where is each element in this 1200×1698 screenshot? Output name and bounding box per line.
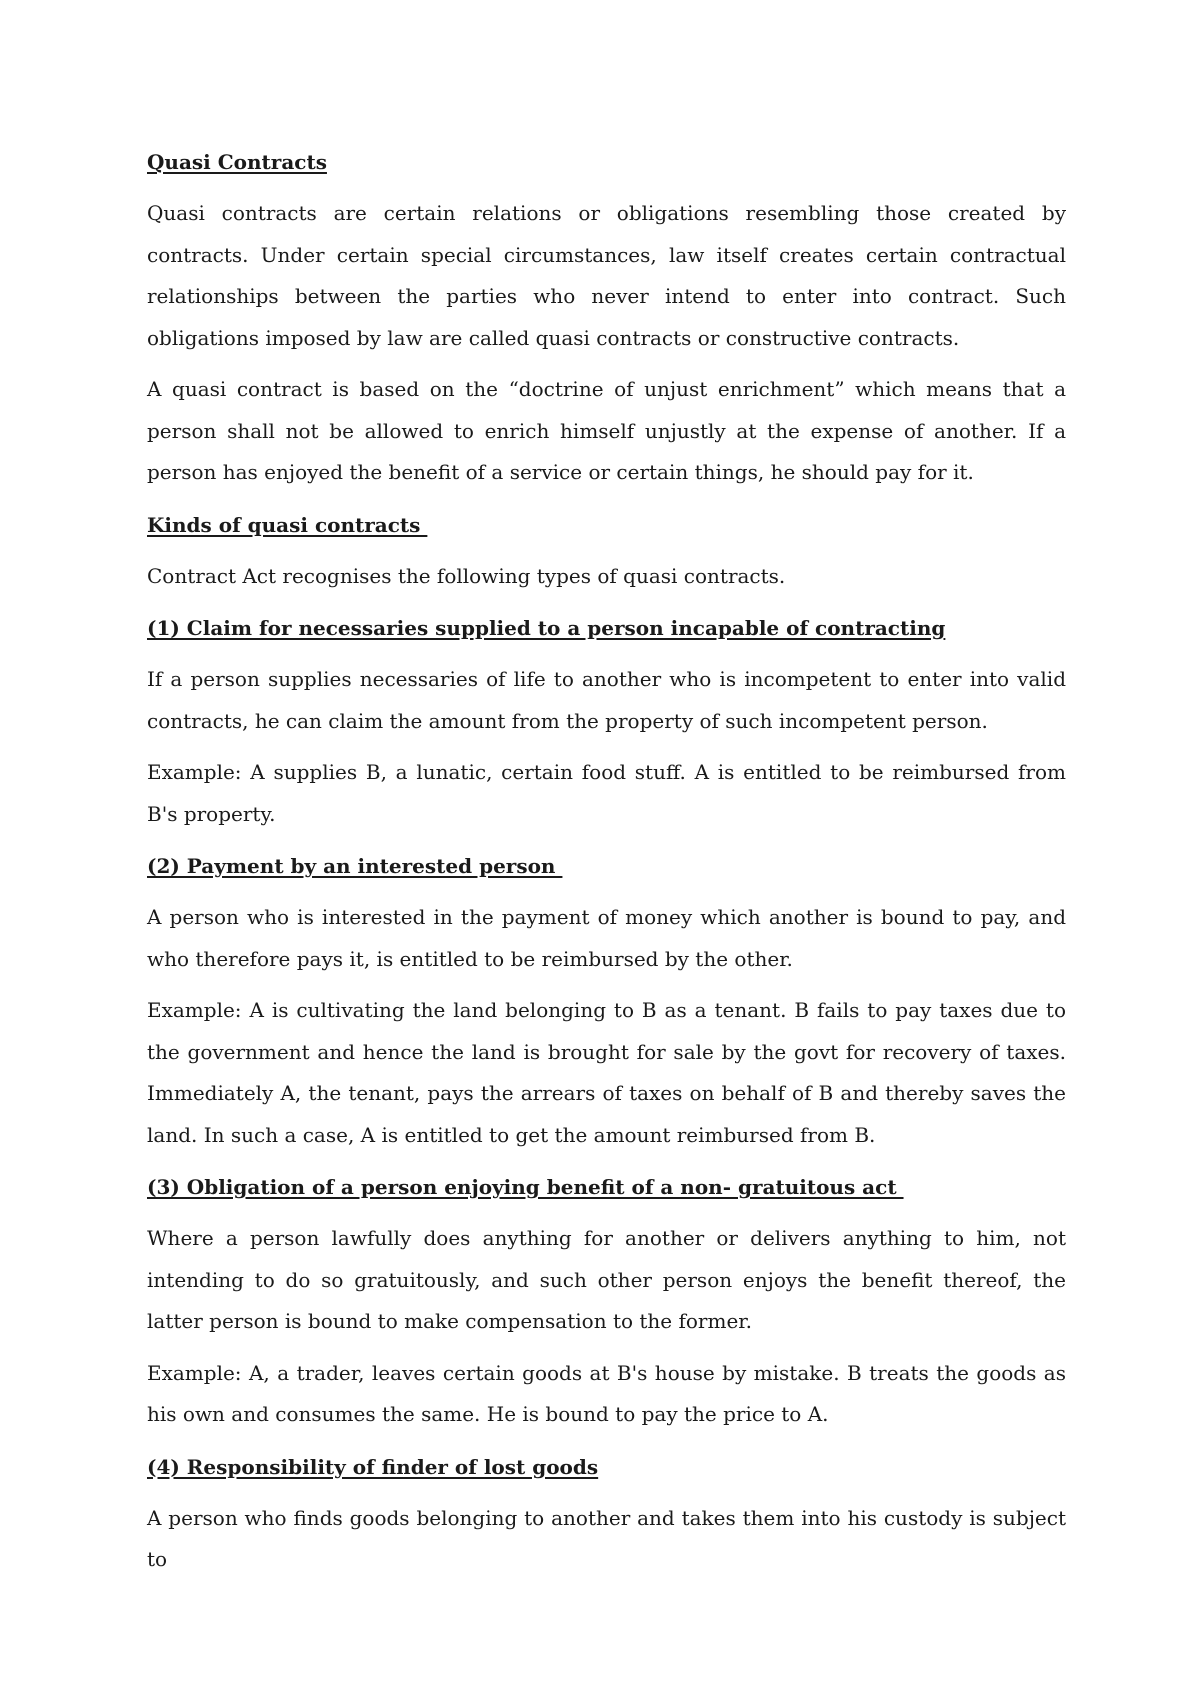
paragraph: If a person supplies necessaries of life to another who is incompetent to enter into valid contracts, he can claim the amount from the property of such incompetent person. [147, 667, 1066, 733]
document-body [147, 141, 1066, 1591]
example-paragraph: Example: A, a trader, leaves certain goods at B's house by mistake. B treats the goods as his own and consumes the same. He is bound to pay the price to A. [147, 1360, 1066, 1426]
paragraph: Quasi contracts are certain relations or obligations resembling those created by contracts. Under certain special circumstances, law itself creates certain contractual relationships between the parties who never intend to enter into contract. Such obligations imposed by law are called quasi contracts or constructive contracts. [147, 201, 1066, 350]
paragraph: A person who finds goods belonging to another and takes them into his custody is subject to [147, 1505, 1066, 1571]
example-paragraph: Example: A is cultivating the land belonging to B as a tenant. B fails to pay taxes due to the government and hence the land is brought for sale by the govt for recovery of taxes. Immediately A, the tenant, pays the arrears of taxes on behalf of B and thereby saves the land. In such a case, A is entitled to get the amount reimbursed from B. [147, 998, 1066, 1147]
section-heading: (2) Payment by an interested person [147, 854, 563, 878]
section-heading: (1) Claim for necessaries supplied to a person incapable of contracting [147, 616, 946, 640]
page-title: Quasi Contracts [147, 150, 327, 174]
paragraph: Where a person lawfully does anything for another or delivers anything to him, not intending to do so gratuitously, and such other person enjoys the benefit thereof, the latter person is bound to make compensation to the former. [147, 1226, 1066, 1333]
section-heading: Kinds of quasi contracts [147, 512, 428, 537]
section-heading: (3) Obligation of a person enjoying benefit of a non- gratuitous act [147, 1175, 904, 1199]
paragraph: Contract Act recognises the following types of quasi contracts. [147, 563, 786, 588]
paragraph: A quasi contract is based on the “doctrine of unjust enrichment” which means that a person shall not be allowed to enrich himself unjustly at the expense of another. If a person has enjoyed the benefit of a service or certain things, he should pay for it. [147, 377, 1066, 484]
paragraph: A person who is interested in the payment of money which another is bound to pay, and who therefore pays it, is entitled to be reimbursed by the other. [147, 905, 1066, 971]
example-paragraph: Example: A supplies B, a lunatic, certain food stuff. A is entitled to be reimbursed from B's property. [147, 760, 1066, 826]
section-heading: (4) Responsibility of finder of lost goods [147, 1454, 599, 1479]
